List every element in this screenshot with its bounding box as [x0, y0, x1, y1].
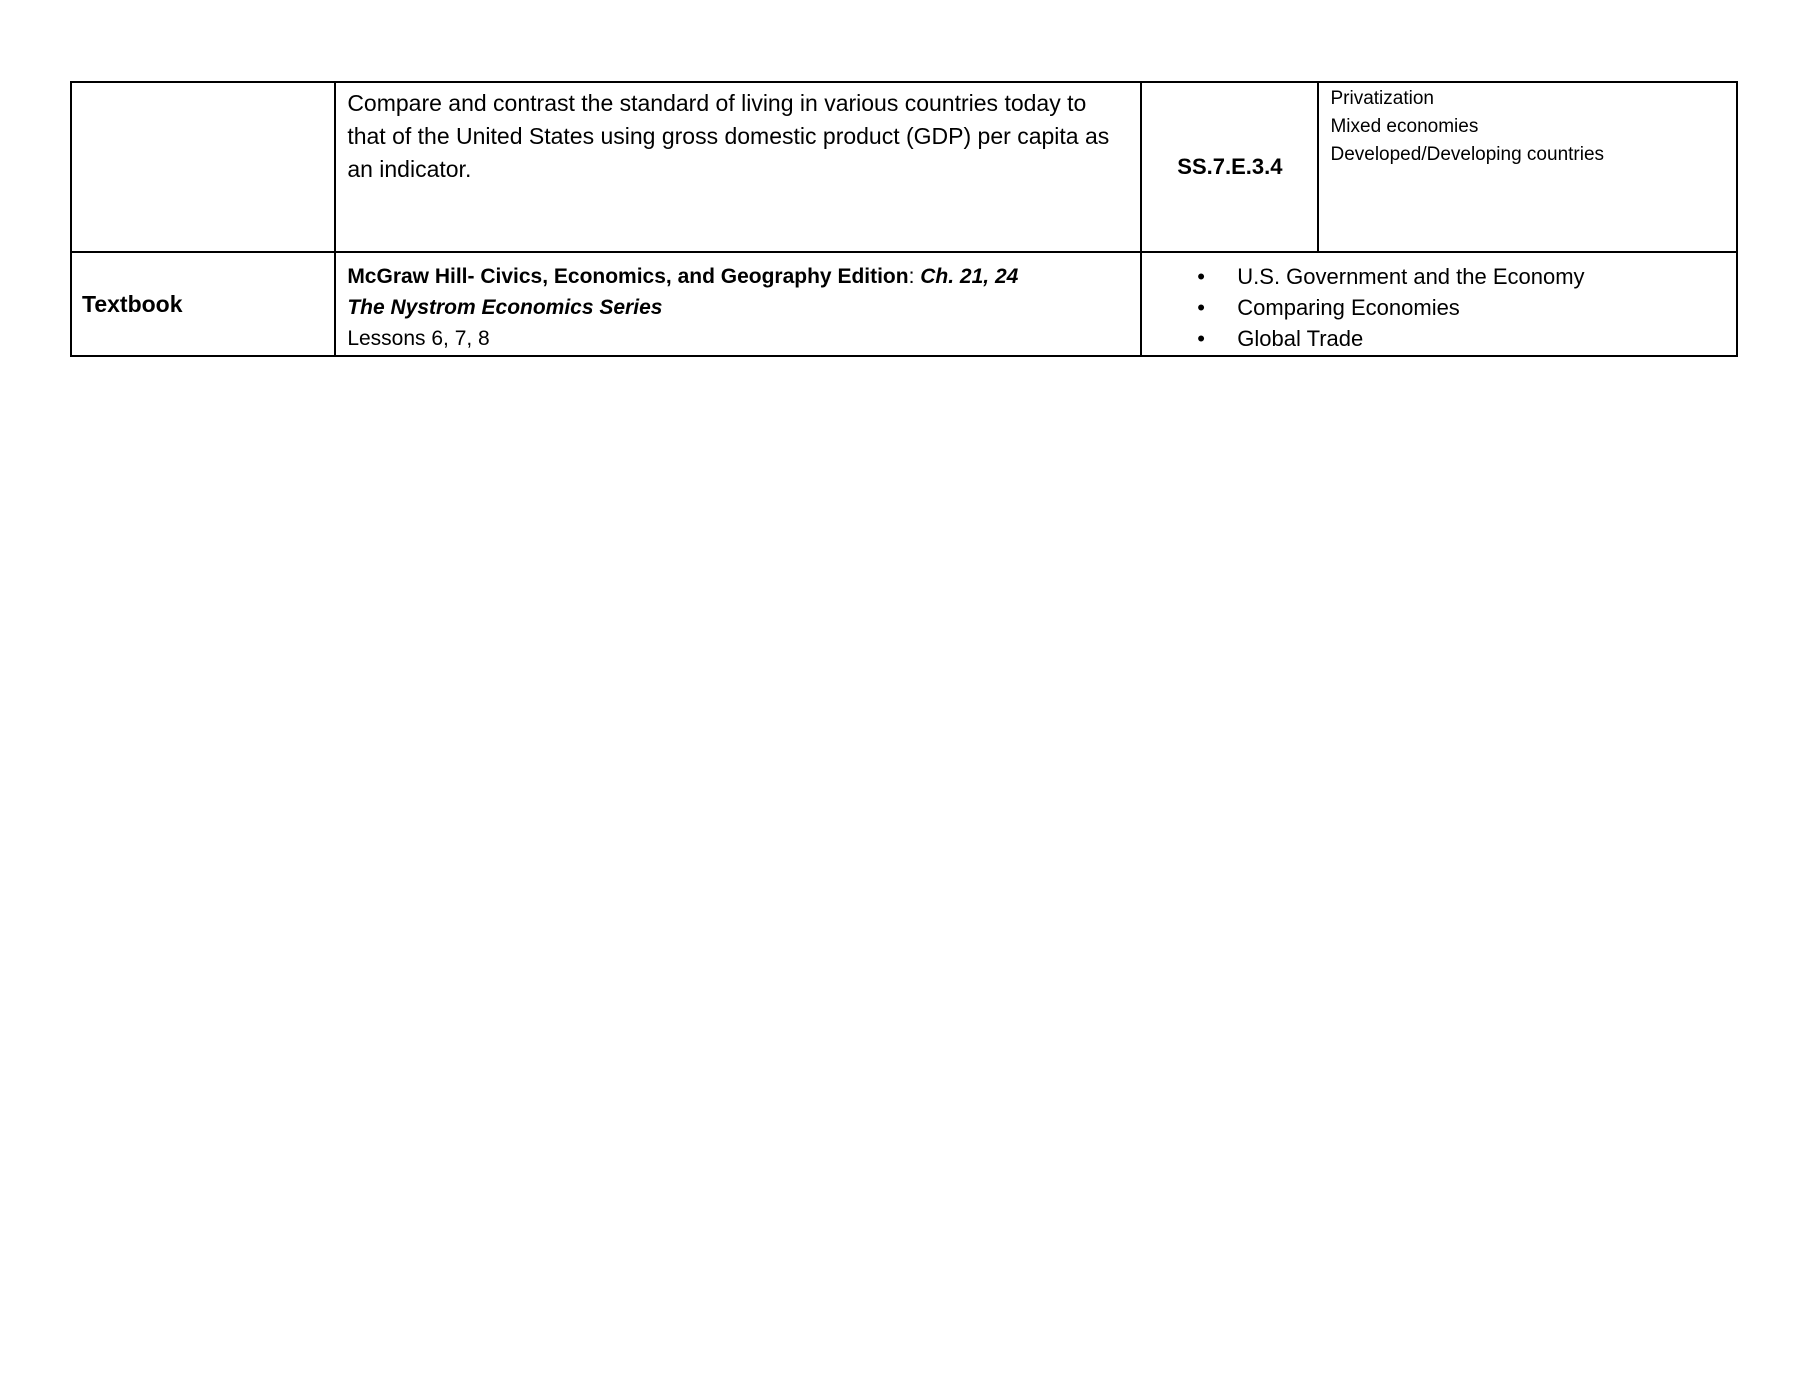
textbook-resources-cell	[335, 252, 1141, 356]
curriculum-table	[70, 81, 1738, 357]
resource-separator: :	[908, 265, 921, 288]
topic-label: Comparing Economies	[1237, 295, 1460, 320]
resource-title: McGraw Hill- Civics, Economics, and Geography Edition	[347, 265, 909, 288]
bullet-icon: •	[1197, 295, 1205, 320]
list-item	[1142, 292, 1736, 323]
standard-description: Compare and contrast the standard of living in various countries today to that of the United States using gross domestic product (GDP) per capita as an indicator.	[347, 90, 1110, 182]
resource-chapters: Ch. 21, 24	[920, 265, 1019, 288]
textbook-label: Textbook	[82, 290, 183, 317]
textbook-topics-cell	[1141, 252, 1737, 356]
textbook-resources	[336, 253, 1140, 354]
topic-label: Global Trade	[1237, 326, 1364, 351]
resource-lessons: Lessons 6, 7, 8	[347, 327, 490, 350]
benchmark-cell	[1141, 82, 1318, 252]
bullet-icon: •	[1197, 264, 1205, 289]
vocabulary-term: Privatization	[1330, 88, 1434, 109]
topic-list	[1142, 253, 1736, 354]
list-item	[1142, 323, 1736, 354]
vocabulary-term: Mixed economies	[1330, 116, 1479, 137]
vocabulary-term: Developed/Developing countries	[1330, 144, 1605, 165]
standard-row	[71, 82, 1737, 252]
vocabulary-cell	[1318, 82, 1737, 252]
bullet-icon: •	[1197, 326, 1205, 351]
resource-primary	[347, 261, 1130, 292]
standard-description-cell	[335, 82, 1141, 252]
benchmark-code: SS.7.E.3.4	[1177, 154, 1283, 179]
textbook-label-cell	[71, 252, 335, 356]
standard-label-cell	[71, 82, 335, 252]
textbook-row	[71, 252, 1737, 356]
resource-series: The Nystrom Economics Series	[347, 296, 663, 319]
list-item	[1142, 261, 1736, 292]
topic-label: U.S. Government and the Economy	[1237, 264, 1585, 289]
